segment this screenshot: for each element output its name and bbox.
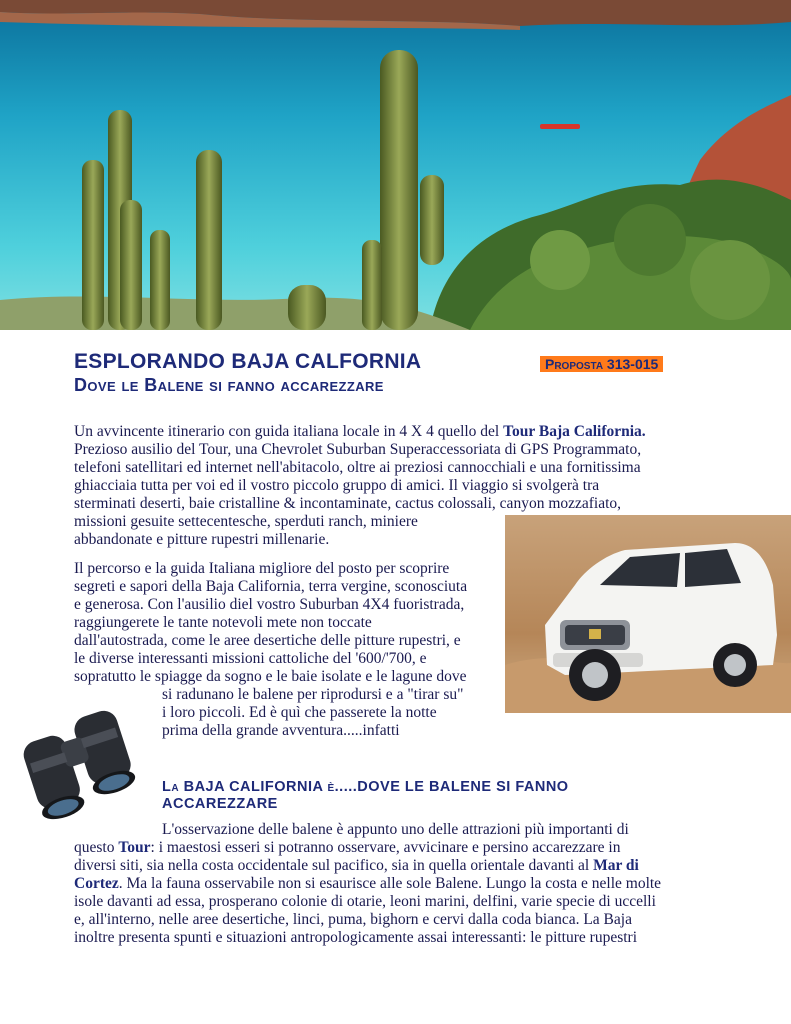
text-line: prima della grande avventura.....infatti [162,722,400,739]
text-line: e generosa. Con l'ausilio diel vostro Suburban 4X4 fuoristrada, [74,596,465,613]
text-line: isole davanti ad essa, prosperano colonie di otarie, leoni marini, delfini, varie specie di uccelli [74,893,656,910]
text-line: sopratutto le spiagge da sogno e le baie isolate e le lagune dove [74,668,467,685]
text-line: abbandonate e pitture rupestri millenarie. [74,531,330,548]
text-line: e, all'interno, nelle aree desertiche, linci, puma, bighorn e cervi dalla coda bianca. La Baja [74,911,632,928]
text-line: i loro piccoli. Ed è quì che passerete la notte [162,704,437,721]
text-line: le diverse interessanti missioni cattoliche del '600/'700, e [74,650,427,667]
text-line: missioni gesuite settecentesche, sperduti ranch, miniere [74,513,418,530]
text-line: inoltre presenta spunti e situazioni antropologicamente assai interessanti: le pitture rupestri [74,929,638,946]
binoculars-photo [10,698,150,826]
text-line: L'osservazione delle balene è appunto uno delle attrazioni più importanti di [162,821,629,838]
text-line: Un avvincente itinerario con guida italiana locale in 4 X 4 quello del Tour Baja California. [74,423,646,440]
text-line: si radunano le balene per riprodursi e a "tirar su" [162,686,464,703]
text-line: ghiacciaia tutta per voi ed il vostro piccolo gruppo di amici. Il viaggio si svolgerà tra [74,477,600,494]
proposal-badge: Proposta 313-015 [540,356,663,372]
text-line: sterminati deserti, baie cristalline & incontaminate, cactus colossali, canyon mozzafiato, [74,495,622,512]
text-line: dall'autostrada, come le aree desertiche delle pitture rupestri, e [74,632,461,649]
text-line: Prezioso ausilio del Tour, una Chevrolet Suburban Superaccessoriata di GPS Programmato, [74,441,642,458]
text-line: Cortez. Ma la fauna osservabile non si esaurisce alle sole Balene. Lungo la costa e nelle molte [74,875,662,892]
white-suv-image [505,515,791,713]
text-line: questo Tour: i maestosi esseri si potranno osservare, avvicinare e persino accarezzare in [74,839,621,856]
text-line: raggiungerete le tante notevoli mete non toccate [74,614,372,631]
whales-paragraph [74,821,724,947]
text-line: telefoni satellitari ed internet nell'abitacolo, oltre ai preziosi cannocchiali e una fornitissima [74,459,641,476]
page-title: ESPLORANDO BAJA CALFORNIA [74,350,422,373]
hero-photo [0,0,791,330]
section-heading: La BAJA CALIFORNIA è.....DOVE LE BALENE SI FANNO ACCAREZZARE [162,779,569,812]
binoculars-image [10,698,150,826]
text-line: segreti e sapori della Baja California, terra vergine, sconosciuta [74,578,468,595]
page-subtitle: Dove le Balene si fanno accarezzare [74,375,384,395]
suv-photo [505,515,791,713]
text-line: diversi siti, sia nella costa occidentale sul pacifico, sia in quella orientale davanti al Mar di [74,857,639,874]
text-line: Il percorso e la guida Italiana migliore del posto per scoprire [74,560,450,577]
bay-cactus-image [0,0,791,330]
